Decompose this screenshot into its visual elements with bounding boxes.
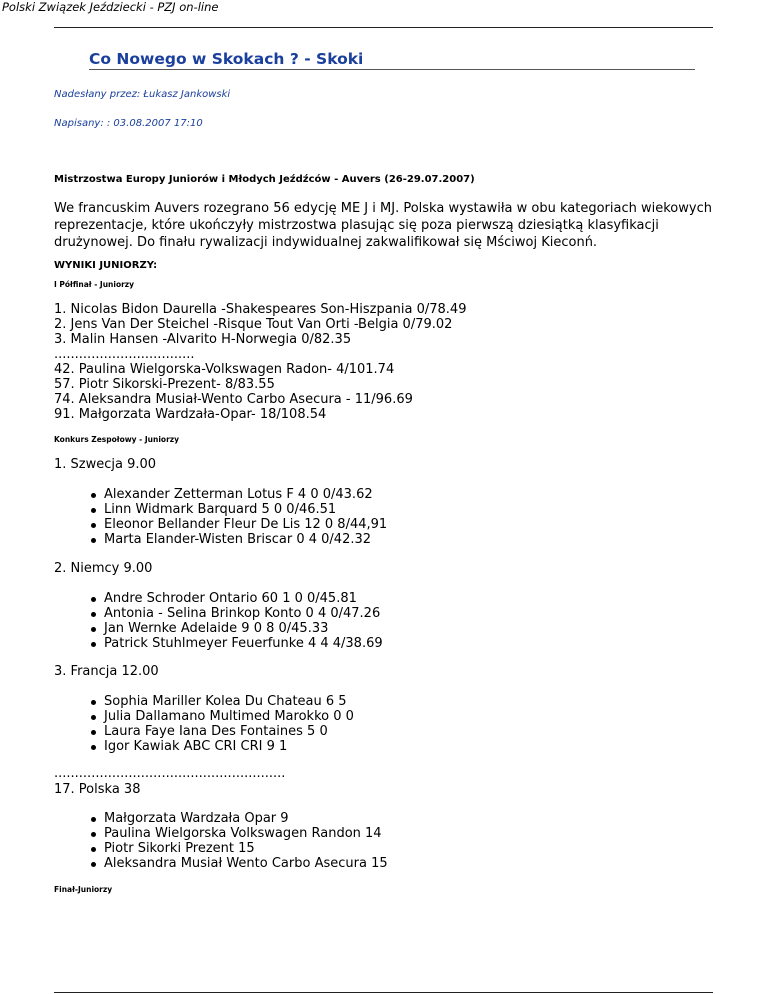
rider-item: Jan Wernke Adelaide 9 0 8 0/45.33	[54, 621, 383, 636]
article-headline: Co Nowego w Skokach ? - Skoki	[89, 49, 695, 70]
rider-item: Julia Dallamano Multimed Marokko 0 0	[54, 709, 354, 724]
header-divider	[54, 27, 713, 28]
result-line: 2. Jens Van Der Steichel -Risque Tout Van Orti -Belgia 0/79.02	[54, 317, 453, 332]
rider-list	[54, 811, 388, 871]
rider-item: Igor Kawiak ABC CRI CRI 9 1	[54, 739, 354, 754]
rider-list	[54, 487, 387, 547]
rider-item: Eleonor Bellander Fleur De Lis 12 0 8/44,91	[54, 517, 387, 532]
rider-item: Andre Schroder Ontario 60 1 0 0/45.81	[54, 591, 383, 606]
semifinal-heading: I Półfinał - Juniorzy	[54, 280, 135, 289]
rider-item: Małgorzata Wardzała Opar 9	[54, 811, 388, 826]
rider-item: Antonia - Selina Brinkop Konto 0 4 0/47.26	[54, 606, 383, 621]
date-line: Napisany: : 03.08.2007 17:10	[54, 118, 203, 129]
rider-item: Paulina Wielgorska Volkswagen Randon 14	[54, 826, 388, 841]
semifinal-results	[54, 302, 466, 422]
rider-item: Alexander Zetterman Lotus F 4 0 0/43.62	[54, 487, 387, 502]
site-title: Polski Związek Jeździecki - PZJ on-line	[2, 0, 219, 14]
rider-item: Marta Elander-Wisten Briscar 0 4 0/42.32	[54, 532, 387, 547]
team-name: 1. Szwecja 9.00	[54, 457, 157, 472]
team-heading: Konkurs Zespołowy - Juniorzy	[54, 435, 180, 444]
result-line: 42. Paulina Wielgorska-Volkswagen Radon- 4/101.74	[54, 362, 395, 377]
team-name: 3. Francja 12.00	[54, 664, 159, 679]
rider-list	[54, 591, 383, 651]
rider-list	[54, 694, 354, 754]
rider-item: Patrick Stuhlmeyer Feuerfunke 4 4 4/38.69	[54, 636, 383, 651]
team-name: 17. Polska 38	[54, 782, 141, 797]
result-line: 74. Aleksandra Musiał-Wento Carbo Asecura - 11/96.69	[54, 392, 413, 407]
rider-item: Aleksandra Musiał Wento Carbo Asecura 15	[54, 856, 388, 871]
result-line: 1. Nicolas Bidon Daurella -Shakespeares Son-Hiszpania 0/78.49	[54, 302, 467, 317]
result-line: 57. Piotr Sikorski-Prezent- 8/83.55	[54, 377, 275, 392]
final-heading: Finał-Juniorzy	[54, 885, 113, 894]
footer-divider	[54, 992, 713, 993]
result-line: ..................................	[54, 347, 195, 362]
result-line: 3. Malin Hansen -Alvarito H-Norwegia 0/82.35	[54, 332, 352, 347]
result-line: 91. Małgorzata Wardzała-Opar- 18/108.54	[54, 407, 327, 422]
rider-item: Linn Widmark Barquard 5 0 0/46.51	[54, 502, 387, 517]
results-heading: WYNIKI JUNIORZY:	[54, 260, 158, 271]
rider-item: Laura Faye Iana Des Fontaines 5 0	[54, 724, 354, 739]
team-name: 2. Niemcy 9.00	[54, 561, 153, 576]
intro-paragraph: We francuskim Auvers rozegrano 56 edycję ME J i MJ. Polska wystawiła w obu kategoriach wiekowych reprezentacje, które ukończyły mistrzostwa plasując się poza pierwszą dziesiątką klasyfikacji drużynowej. Do finału rywalizacji indywidualnej zakwalifikował się Mściwoj Kieconń.	[54, 201, 712, 250]
rider-item: Piotr Sikorki Prezent 15	[54, 841, 388, 856]
author-line: Nadesłany przez: Łukasz Jankowski	[54, 89, 231, 100]
rider-item: Sophia Mariller Kolea Du Chateau 6 5	[54, 694, 354, 709]
dotted-separator: ........................................................	[54, 766, 286, 781]
event-heading: Mistrzostwa Europy Juniorów i Młodych Jeźdźców - Auvers (26-29.07.2007)	[54, 174, 475, 185]
